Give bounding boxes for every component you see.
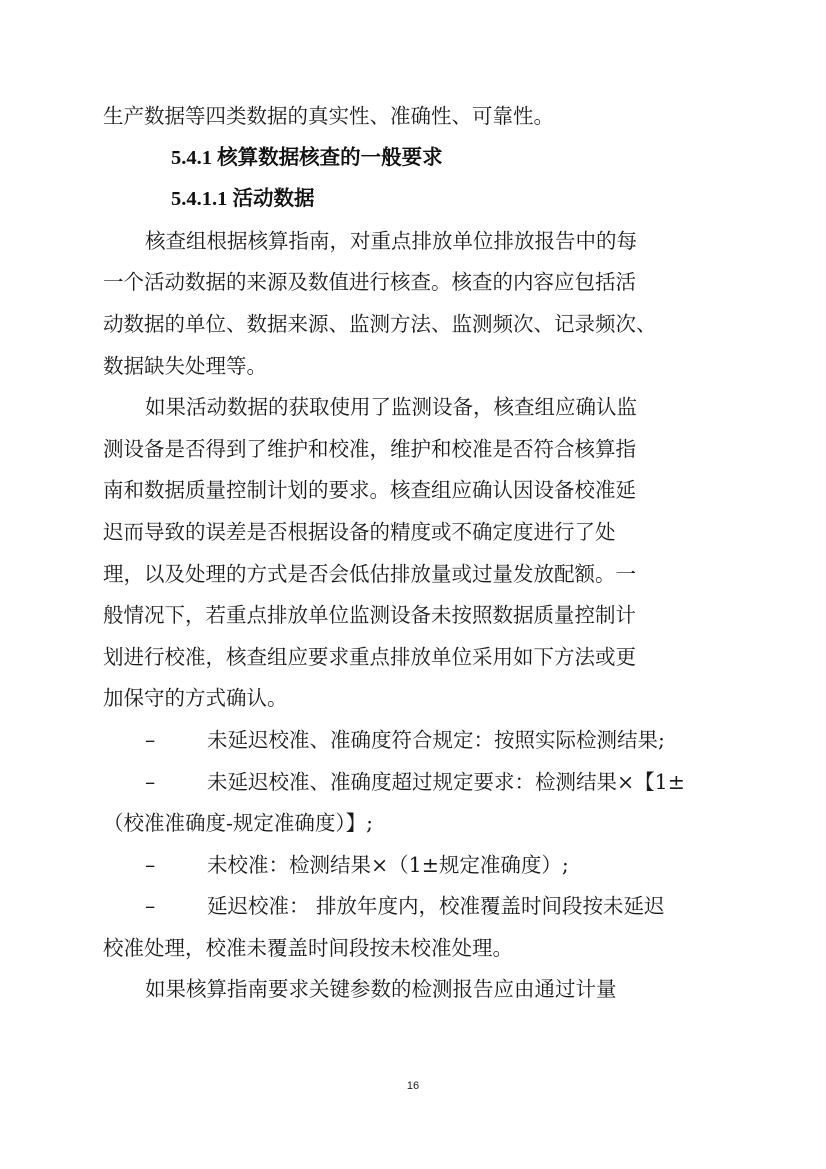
document-page <box>103 96 703 1011</box>
bullet-item <box>103 762 703 804</box>
paragraph-line: 测设备是否得到了维护和校准，维护和校准是否符合核算指 <box>103 436 636 461</box>
paragraph-line: 生产数据等四类数据的真实性、准确性、可靠性。 <box>103 104 554 128</box>
bullet-item <box>103 720 703 762</box>
section-heading-5-4-1-1: 5.4.1.1 活动数据 <box>171 188 315 211</box>
paragraph-line: 一个活动数据的来源及数值进行核查。核查的内容应包括活 <box>103 270 636 295</box>
paragraph-line: 动数据的单位、数据来源、监测方法、监测频次、记录频次、 <box>103 311 657 336</box>
paragraph-line: 加保守的方式确认。 <box>103 686 288 711</box>
bullet-item <box>103 845 703 887</box>
paragraph-line: 如果核算指南要求关键参数的检测报告应由通过计量 <box>145 977 617 1002</box>
dash-bullet-icon: – <box>145 894 156 919</box>
paragraph-line: 般情况下，若重点排放单位监测设备未按照数据质量控制计 <box>103 603 636 628</box>
paragraph-key-parameter-reports <box>103 969 703 1011</box>
bullet-text: 未延迟校准、准确度超过规定要求：检测结果×【1± <box>207 769 685 794</box>
bullet-text: 延迟校准： 排放年度内，校准覆盖时间段按未延迟 <box>207 894 665 919</box>
dash-bullet-icon: – <box>145 852 156 877</box>
section-heading-5-4-1: 5.4.1 核算数据核查的一般要求 <box>171 146 443 169</box>
paragraph-line: 划进行校准，核查组应要求重点排放单位采用如下方法或更 <box>103 644 636 669</box>
paragraph-line: 理，以及处理的方式是否会低估排放量或过量发放配额。一 <box>103 561 636 586</box>
bullet-continuation: （校准准确度-规定准确度）】; <box>103 811 374 836</box>
bullet-text: 未校准：检测结果×（1±规定准确度）; <box>207 852 569 877</box>
dash-bullet-icon: – <box>145 769 156 794</box>
calibration-bullet-list <box>103 720 703 970</box>
dash-bullet-icon: – <box>145 727 156 752</box>
paragraph-line: 核查组根据核算指南，对重点排放单位排放报告中的每 <box>145 228 637 253</box>
bullet-item <box>103 886 703 928</box>
page-number: 16 <box>406 1080 420 1092</box>
paragraph-line: 如果活动数据的获取使用了监测设备，核查组应确认监 <box>145 395 637 420</box>
paragraph-line: 数据缺失处理等。 <box>103 353 267 378</box>
bullet-text: 未延迟校准、准确度符合规定：按照实际检测结果; <box>207 727 665 752</box>
paragraph-line: 南和数据质量控制计划的要求。核查组应确认因设备校准延 <box>103 478 636 503</box>
paragraph-line: 迟而导致的误差是否根据设备的精度或不确定度进行了处 <box>103 519 616 544</box>
paragraph-activity-data-check <box>103 221 703 387</box>
bullet-continuation: 校准处理，校准未覆盖时间段按未校准处理。 <box>103 935 513 960</box>
paragraph-monitoring-equipment <box>103 387 703 720</box>
